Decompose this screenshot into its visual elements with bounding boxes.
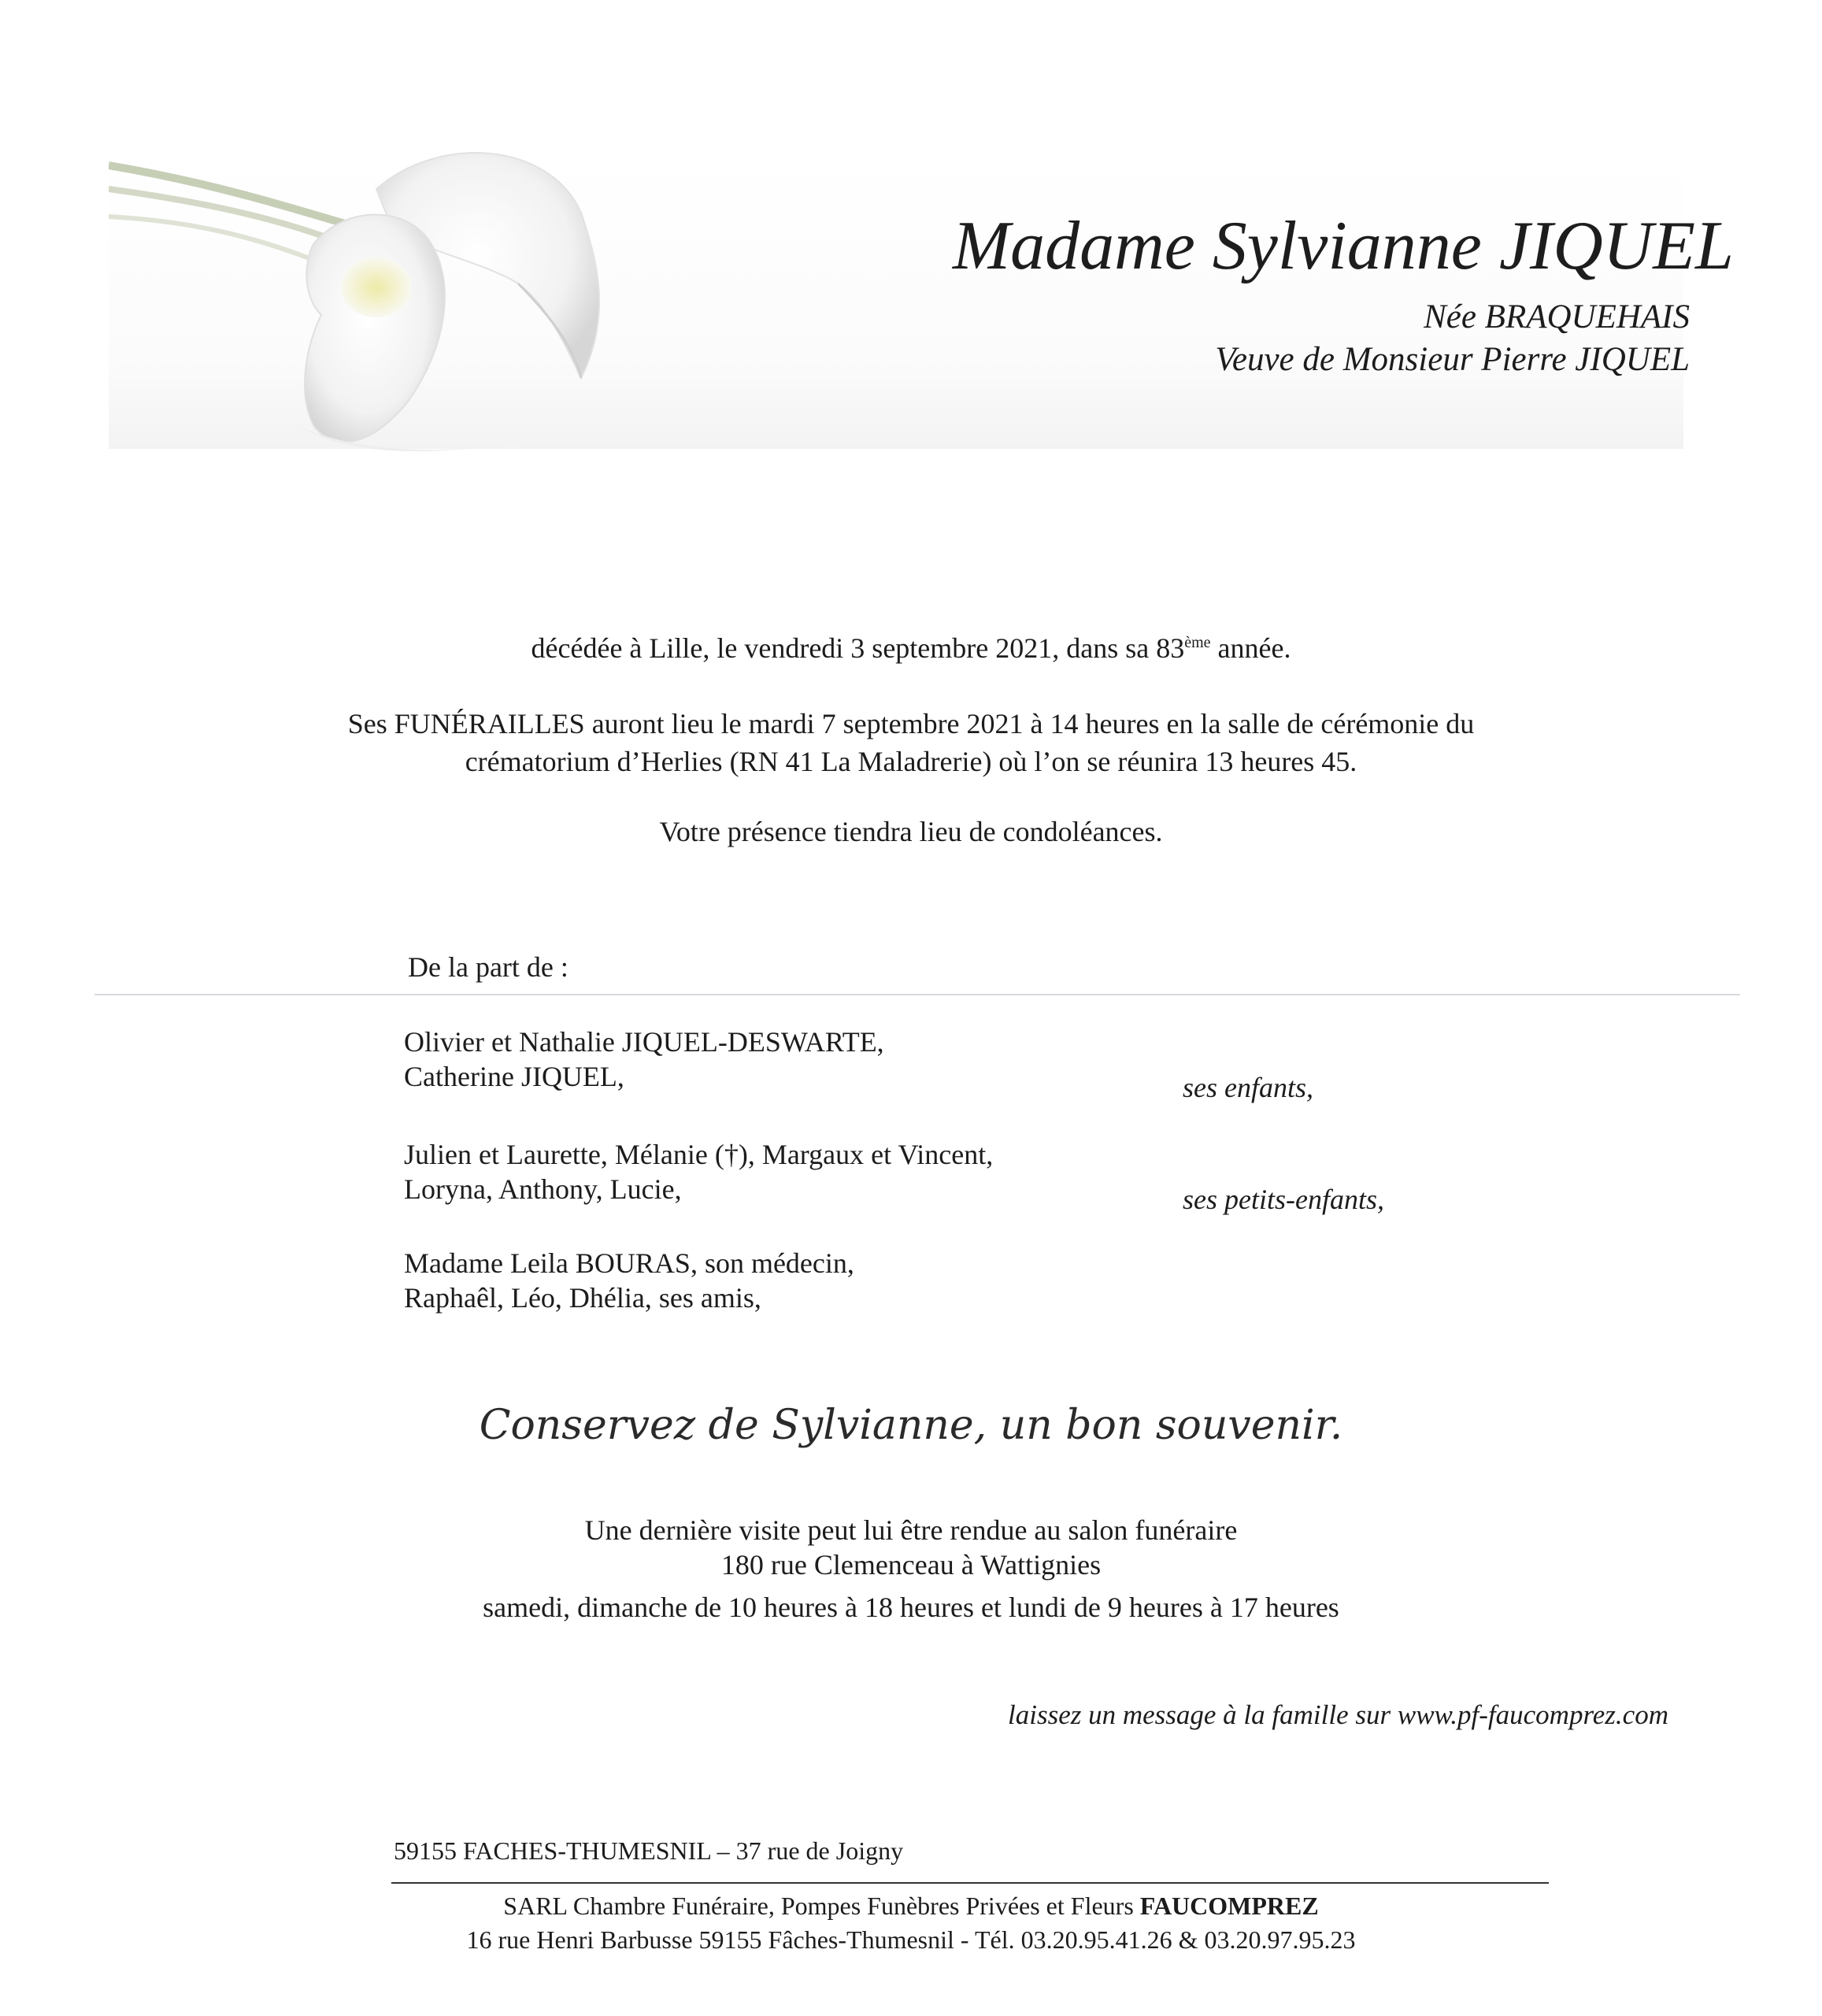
- visit-line-1: Une dernière visite peut lui être rendue au salon funéraire: [584, 1514, 1238, 1546]
- grandchildren-line-2: Loryna, Anthony, Lucie,: [404, 1173, 682, 1205]
- friends-line-2: Raphaêl, Léo, Dhélia, ses amis,: [404, 1282, 761, 1314]
- souvenir-quote: Conservez de Sylvianne, un bon souvenir.: [479, 1402, 1343, 1449]
- maiden-name: Née BRAQUEHAIS: [1424, 298, 1690, 335]
- separator-line: [94, 994, 1740, 995]
- death-statement-end: année.: [1210, 632, 1291, 664]
- children-line-1: Olivier et Nathalie JIQUEL-DESWARTE,: [404, 1026, 884, 1058]
- friends-line-1: Madame Leila BOURAS, son médecin,: [404, 1247, 854, 1279]
- death-statement: [0, 632, 1822, 665]
- company-name: FAUCOMPREZ: [1139, 1892, 1319, 1920]
- deceased-name: Madame Sylvianne JIQUEL: [952, 208, 1734, 284]
- company-line: [0, 1892, 1822, 1921]
- children-role: ses enfants,: [1183, 1072, 1313, 1103]
- from-heading: De la part de :: [408, 951, 568, 983]
- grandchildren-line-1: Julien et Laurette, Mélanie (†), Margaux et Vincent,: [404, 1139, 994, 1170]
- visit-line-3: samedi, dimanche de 10 heures à 18 heures et lundi de 9 heures à 17 heures: [483, 1592, 1339, 1623]
- death-statement-text: décédée à Lille, le vendredi 3 septembre 2021, dans sa 83: [531, 632, 1185, 664]
- funeral-line-1: Ses FUNÉRAILLES auront lieu le mardi 7 septembre 2021 à 14 heures en la salle de cérémonie du: [347, 708, 1475, 739]
- footer-rule: [391, 1882, 1549, 1884]
- children-line-2: Catherine JIQUEL,: [404, 1061, 624, 1092]
- office-address: 59155 FACHES-THUMESNIL – 37 rue de Joigny: [394, 1836, 904, 1865]
- widow-of: Veuve de Monsieur Pierre JIQUEL: [1215, 341, 1690, 378]
- calla-lily-image: [109, 142, 723, 457]
- company-address: 16 rue Henri Barbusse 59155 Fâches-Thumesnil - Tél. 03.20.95.41.26 & 03.20.97.95.23: [466, 1925, 1356, 1954]
- ordinal-suffix: ème: [1184, 634, 1211, 651]
- company-description: SARL Chambre Funéraire, Pompes Funèbres Privées et Fleurs: [503, 1892, 1140, 1920]
- condolences-note: Votre présence tiendra lieu de condoléances.: [659, 816, 1163, 847]
- visit-line-2: 180 rue Clemenceau à Wattignies: [720, 1549, 1102, 1581]
- funeral-line-2: crématorium d’Herlies (RN 41 La Maladrerie) où l’on se réunira 13 heures 45.: [465, 746, 1357, 777]
- online-message-note: laissez un message à la famille sur www.pf-faucomprez.com: [1008, 1699, 1668, 1730]
- grandchildren-role: ses petits-enfants,: [1183, 1184, 1384, 1215]
